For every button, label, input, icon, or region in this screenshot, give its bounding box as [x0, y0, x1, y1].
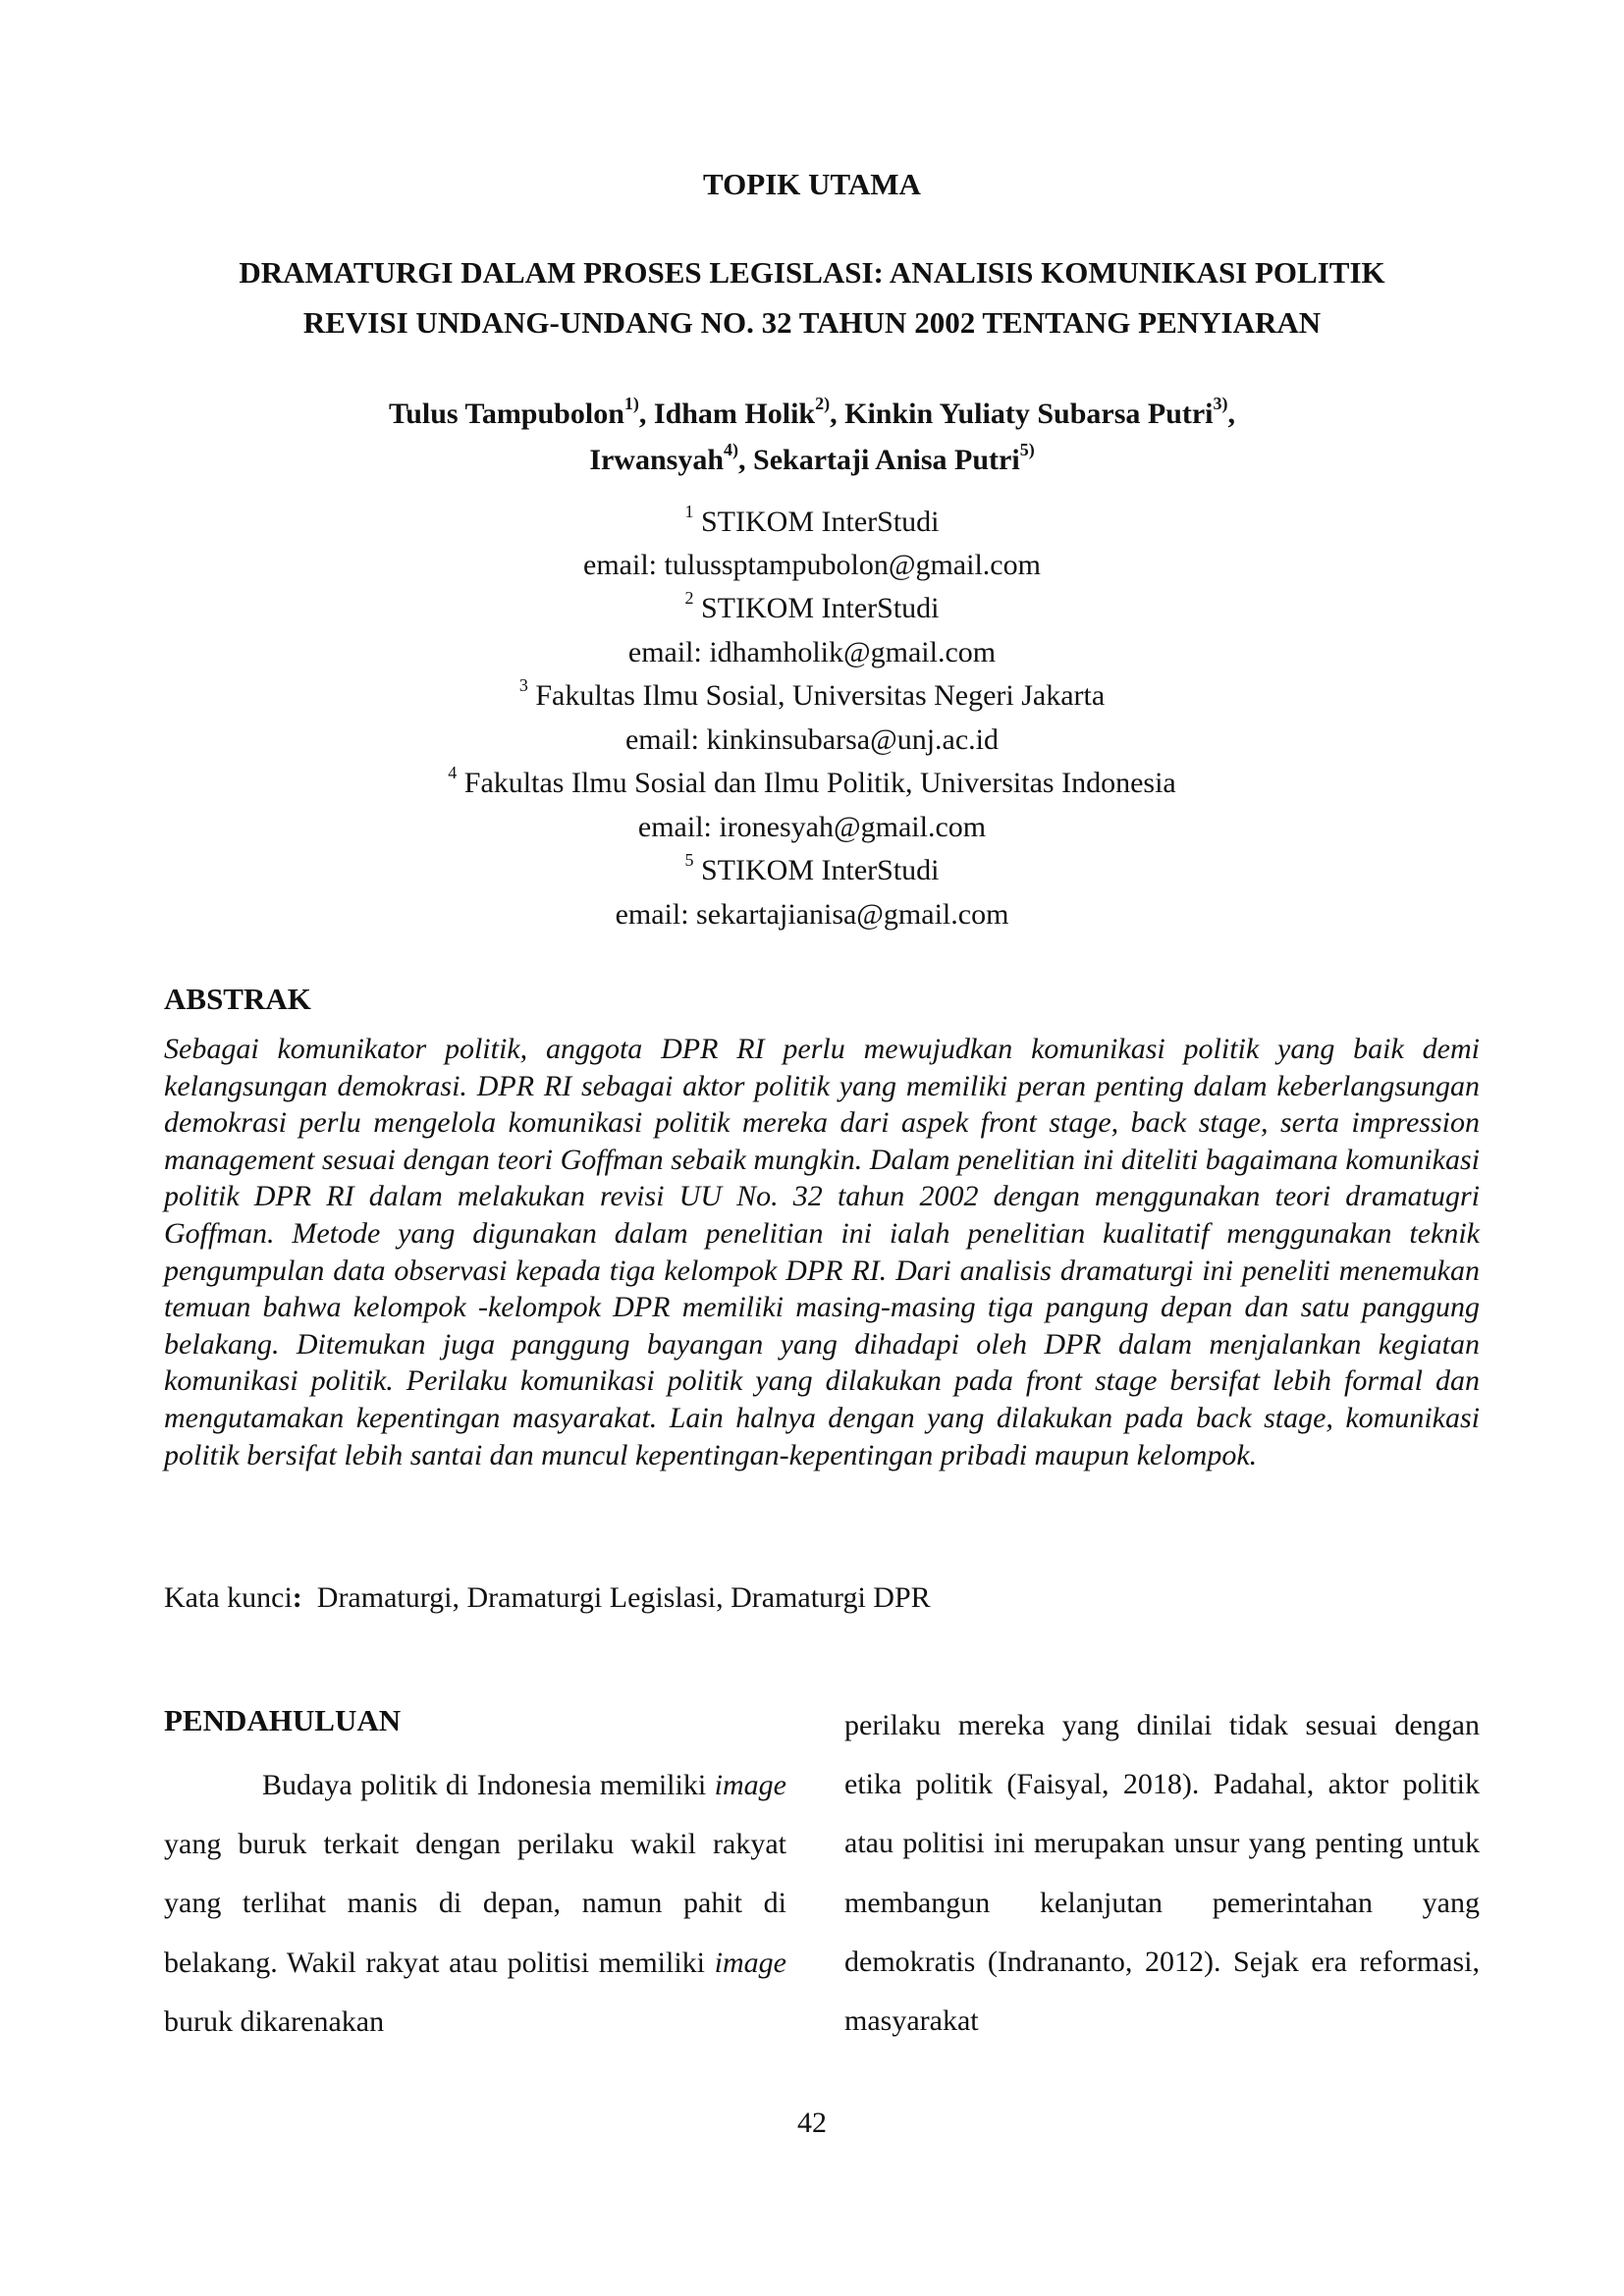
- page-number: 42: [797, 2107, 827, 2139]
- affiliation-number: 3: [518, 675, 528, 696]
- affiliation-3: [0, 675, 1624, 713]
- author-name: Kinkin Yuliaty Subarsa Putri: [844, 398, 1214, 430]
- section-label: TOPIK UTAMA: [703, 167, 921, 201]
- affiliation-number: 1: [684, 502, 694, 522]
- affiliation-number: 4: [448, 763, 458, 783]
- author-line-2: [0, 440, 1624, 477]
- keywords-colon: :: [292, 1581, 302, 1614]
- author-affiliation-marker: 1): [623, 394, 639, 414]
- affiliation-institution: Fakultas Ilmu Sosial, Universitas Negeri Jakarta: [535, 679, 1106, 712]
- author-separator: ,: [1227, 398, 1236, 430]
- author-name: Tulus Tampubolon: [388, 398, 624, 430]
- author-affiliation-marker: 5): [1019, 440, 1035, 460]
- keywords-list: Dramaturgi, Dramaturgi Legislasi, Dramaturgi DPR: [316, 1581, 931, 1614]
- affiliation-institution: Fakultas Ilmu Sosial dan Ilmu Politik, Universitas Indonesia: [463, 767, 1176, 799]
- author-affiliation-marker: 2): [815, 394, 831, 414]
- affiliation-institution: STIKOM InterStudi: [701, 506, 940, 538]
- affiliation-1: [0, 502, 1624, 539]
- author-affiliation-marker: 4): [724, 440, 739, 460]
- affiliation-institution: STIKOM InterStudi: [701, 592, 940, 624]
- affiliation-email-1: email: tulussptampubolon@gmail.com: [583, 549, 1041, 581]
- keywords-label: Kata kunci: [164, 1581, 293, 1614]
- affiliation-email-4: email: ironesyah@gmail.com: [637, 811, 987, 843]
- intro-text: Budaya politik di Indonesia memiliki: [262, 1769, 715, 1801]
- author-separator: ,: [830, 398, 845, 430]
- affiliation-2: [0, 588, 1624, 625]
- author-name: Irwansyah: [589, 444, 725, 476]
- affiliation-number: 2: [684, 588, 694, 609]
- affiliation-institution: STIKOM InterStudi: [701, 854, 940, 886]
- paper-title-line-2: REVISI UNDANG-UNDANG NO. 32 TAHUN 2002 TENTANG PENYIARAN: [302, 305, 1322, 340]
- author-name: Sekartaji Anisa Putri: [753, 444, 1020, 476]
- affiliation-email-2: email: idhamholik@gmail.com: [627, 636, 997, 668]
- affiliation-4: [0, 763, 1624, 800]
- abstract-heading: ABSTRAK: [164, 982, 311, 1016]
- author-separator: ,: [638, 398, 654, 430]
- intro-italic-term: image: [714, 1946, 786, 1979]
- affiliation-email-5: email: sekartajianisa@gmail.com: [615, 898, 1009, 931]
- author-separator: ,: [738, 444, 754, 476]
- abstract-body: Sebagai komunikator politik, anggota DPR RI perlu mewujudkan komunikasi politik yang baik demi kelangsungan demokrasi. DPR RI sebagai aktor politik yang memiliki peran penting dalam keberlangsungan demokrasi perlu mengelola komunikasi politik mereka dari aspek front stage, back stage, serta impression management sesuai dengan teori Goffman sebaik mungkin. Dalam penelitian ini diteliti bagaimana komunikasi politik DPR RI dalam melakukan revisi UU No. 32 tahun 2002 dengan menggunakan teori dramatugri Goffman. Metode yang digunakan dalam penelitian ini ialah penelitian kualitatif menggunakan teknik pengumpulan data observasi kepada tiga kelompok DPR RI. Dari analisis dramaturgi ini peneliti menemukan temuan bahwa kelompok -kelompok DPR memiliki masing-masing tiga pangung depan dan satu panggung belakang. Ditemukan juga panggung bayangan yang dihadapi oleh DPR dalam menjalankan kegiatan komunikasi politik. Perilaku komunikasi politik yang dilakukan pada front stage bersifat lebih formal dan mengutamakan kepentingan masyarakat. Lain halnya dengan yang dilakukan pada back stage, komunikasi politik bersifat lebih santai dan muncul kepentingan-kepentingan pribadi maupun kelompok.: [164, 1033, 1480, 1471]
- introduction-left-column: [164, 1756, 786, 2052]
- affiliation-5: [0, 850, 1624, 887]
- intro-italic-term: image: [714, 1769, 786, 1801]
- author-name: Idham Holik: [653, 398, 816, 430]
- author-line-1: [0, 394, 1624, 431]
- introduction-heading: PENDAHULUAN: [164, 1703, 402, 1737]
- author-affiliation-marker: 3): [1213, 394, 1228, 414]
- intro-text: buruk dikarenakan: [164, 2004, 385, 2038]
- affiliation-number: 5: [684, 850, 694, 871]
- keywords-line: [164, 1581, 931, 1615]
- affiliation-email-3: email: kinkinsubarsa@unj.ac.id: [624, 723, 1000, 756]
- introduction-right-column: perilaku mereka yang dinilai tidak sesuai dengan etika politik (Faisyal, 2018). Padahal, aktor politik atau politisi ini merupakan unsur yang penting untuk membangun kelanjutan pemerintahan yang demokratis (Indrananto, 2012). Sejak era reformasi, masyarakat: [844, 1709, 1480, 2038]
- intro-text: yang buruk terkait dengan perilaku wakil rakyat yang terlihat manis di depan, namun pahit di belakang. Wakil rakyat atau politisi memiliki: [164, 1828, 786, 1979]
- paper-title-line-1: DRAMATURGI DALAM PROSES LEGISLASI: ANALISIS KOMUNIKASI POLITIK: [239, 255, 1385, 290]
